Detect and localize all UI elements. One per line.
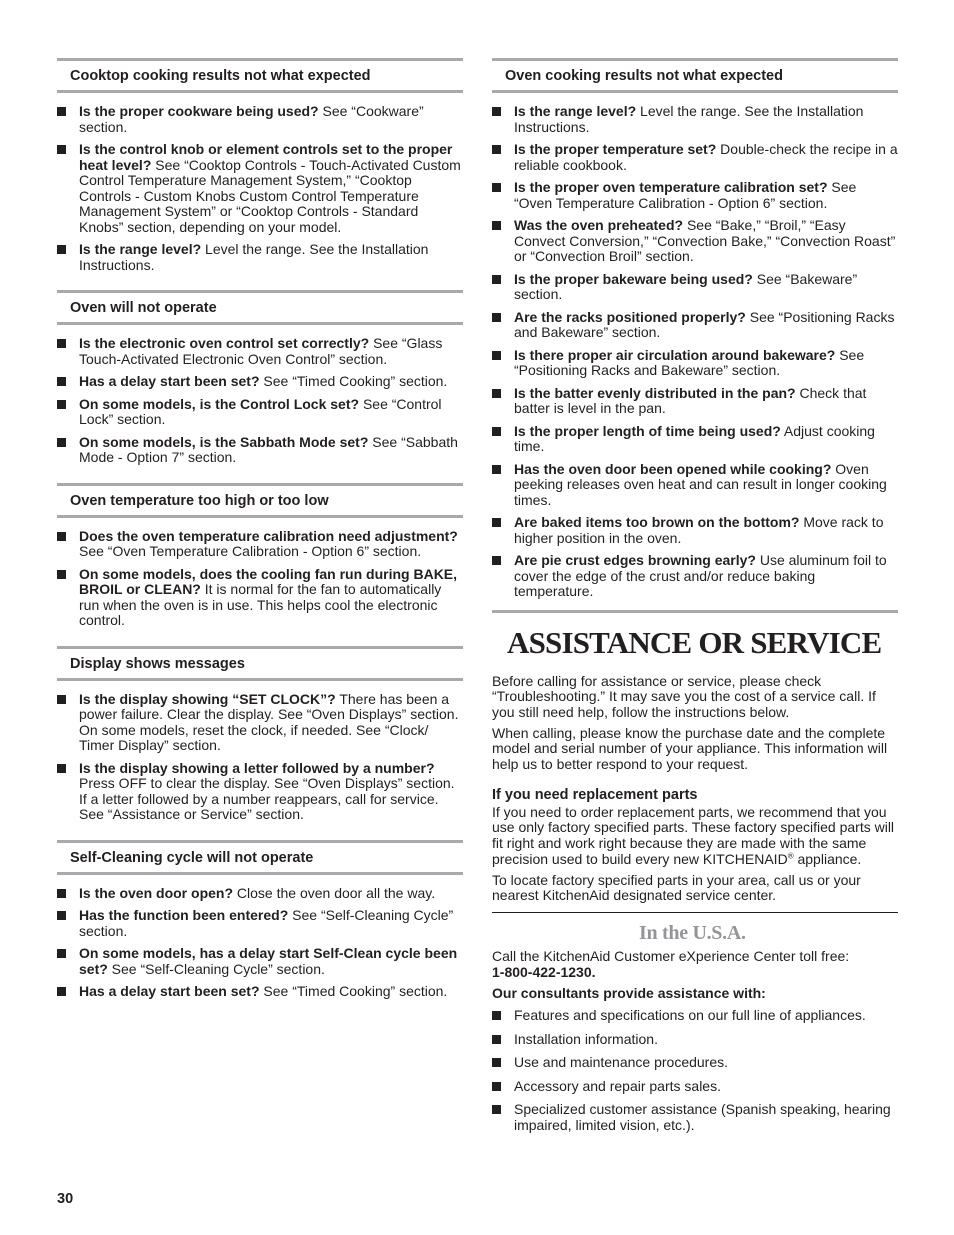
bullet-square-icon [57,400,66,409]
parts-heading: If you need replacement parts [492,786,698,803]
right-column [492,58,898,1141]
bullet-square-icon [492,518,501,527]
list-item: Has the function been entered? See “Self-Cleaning Cycle” section. [57,908,463,939]
list-item: Is the proper oven temperature calibration set? See “Oven Temperature Calibration - Option 6” section. [492,180,898,211]
bullet-square-icon [57,695,66,704]
bullet-square-icon [57,438,66,447]
bullet-list [492,1008,898,1133]
bullet-list [57,336,463,466]
bullet-square-icon [492,313,501,322]
bullet-square-icon [492,1082,501,1091]
list-item: Does the oven temperature calibration need adjustment? See “Oven Temperature Calibration - Option 6” section. [57,529,463,560]
list-item: Is the electronic oven control set correctly? See “Glass Touch-Activated Electronic Oven Control” section. [57,336,463,367]
bullet-square-icon [57,764,66,773]
bullet-list [57,886,463,1000]
bullet-square-icon [492,427,501,436]
bullet-square-icon [57,245,66,254]
bullet-list [57,529,463,629]
list-item: Are baked items too brown on the bottom? Move rack to higher position in the oven. [492,515,898,546]
intro-paragraph: Before calling for assistance or service, please check “Troubleshooting.” It may save you the cost of a service call. If you still need help, follow the instructions below. [492,672,876,720]
list-item: On some models, is the Control Lock set? See “Control Lock” section. [57,397,463,428]
bullet-list [57,104,463,273]
bullet-square-icon [492,556,501,565]
list-item: Was the oven preheated? See “Bake,” “Broil,” “Easy Convect Conversion,” “Convection Bake,” “Convection Roast” or “Convection Broil” section. [492,218,898,265]
section-heading: Oven cooking results not what expected [492,58,898,93]
list-item: Has a delay start been set? See “Timed Cooking” section. [57,984,463,1000]
parts-paragraph: If you need to order replacement parts, we recommend that you use only factory specified parts. These factory specified parts will fit right and work right because they are made with the same precision used to build every new KITCHENAID® appliance. [492,803,895,867]
bullet-square-icon [57,377,66,386]
bullet-square-icon [492,1011,501,1020]
section-heading: Oven temperature too high or too low [57,483,463,518]
usa-phone: 1-800-422-1230. [492,963,596,980]
bullet-list [57,692,463,823]
list-item: Is the display showing “SET CLOCK”? There has been a power failure. Clear the display. See “Oven Displays” section. On some models, reset the clock, if needed. See “Clock/ Timer Display” section. [57,692,463,754]
list-item: Use and maintenance procedures. [492,1055,898,1071]
list-item: Is the proper temperature set? Double-check the recipe in a reliable cookbook. [492,142,898,173]
list-item: On some models, is the Sabbath Mode set? See “Sabbath Mode - Option 7” section. [57,435,463,466]
section-heading: Cooktop cooking results not what expected [57,58,463,93]
section-heading: Display shows messages [57,646,463,681]
list-item: Are pie crust edges browning early? Use aluminum foil to cover the edge of the crust and/or reduce baking temperature. [492,553,898,600]
list-item: Is the proper bakeware being used? See “Bakeware” section. [492,272,898,303]
bullet-square-icon [492,275,501,284]
list-item: On some models, has a delay start Self-Clean cycle been set? See “Self-Cleaning Cycle” section. [57,946,463,977]
list-item: Is the range level? Level the range. See the Installation Instructions. [492,104,898,135]
bullet-square-icon [492,221,501,230]
bullet-square-icon [492,1105,501,1114]
divider [492,912,898,913]
section-divider [492,610,898,613]
list-item: Is the proper cookware being used? See “Cookware” section. [57,104,463,135]
bullet-square-icon [57,889,66,898]
bullet-square-icon [57,107,66,116]
bullet-square-icon [492,107,501,116]
list-item: Is the oven door open? Close the oven door all the way. [57,886,463,902]
section-heading: Self-Cleaning cycle will not operate [57,840,463,875]
list-item: Installation information. [492,1032,898,1048]
section-heading: Oven will not operate [57,290,463,325]
page-number: 30 [57,1191,74,1207]
bullet-square-icon [492,145,501,154]
list-item: On some models, does the cooling fan run during BAKE, BROIL or CLEAN? It is normal for the fan to automatically run when the oven is in use. This helps cool the electronic control. [57,567,463,629]
list-item: Is the control knob or element controls set to the proper heat level? See “Cooktop Controls - Touch-Activated Custom Control Temperature Management System,” “Cooktop Controls - Custom Knobs Custom Control Temperature Management System” or “Cooktop Controls - Standard Knobs” section, depending on your model. [57,142,463,235]
bullet-square-icon [57,532,66,541]
list-item: Features and specifications on our full line of appliances. [492,1008,898,1024]
bullet-square-icon [57,339,66,348]
bullet-square-icon [57,949,66,958]
bullet-square-icon [492,389,501,398]
consultants-heading: Our consultants provide assistance with: [492,985,766,1002]
list-item: Is there proper air circulation around bakeware? See “Positioning Racks and Bakeware” section. [492,348,898,379]
bullet-square-icon [57,145,66,154]
list-item: Is the display showing a letter followed by a number? Press OFF to clear the display. See “Oven Displays” section. If a letter followed by a number reappears, call for service. See “Assistance or Service” section. [57,761,463,823]
bullet-square-icon [57,911,66,920]
list-item: Is the proper length of time being used? Adjust cooking time. [492,424,898,455]
bullet-list [492,104,898,600]
bullet-square-icon [492,465,501,474]
left-column [57,58,463,1007]
list-item: Are the racks positioned properly? See “Positioning Racks and Bakeware” section. [492,310,898,341]
list-item: Has the oven door been opened while cooking? Oven peeking releases oven heat and can result in longer cooking times. [492,462,898,509]
usa-call-text: Call the KitchenAid Customer eXperience Center toll free: 1-800-422-1230. [492,947,850,980]
bullet-square-icon [57,987,66,996]
list-item: Is the batter evenly distributed in the pan? Check that batter is level in the pan. [492,386,898,417]
bullet-square-icon [492,183,501,192]
page-title: ASSISTANCE OR SERVICE [507,624,882,660]
locate-parts-paragraph: To locate factory specified parts in your area, call us or your nearest KitchenAid designated service center. [492,871,861,904]
bullet-square-icon [492,1058,501,1067]
bullet-square-icon [492,1035,501,1044]
calling-paragraph: When calling, please know the purchase date and the complete model and serial number of your appliance. This information will help us to better respond to your request. [492,724,888,773]
bullet-square-icon [57,570,66,579]
list-item: Accessory and repair parts sales. [492,1079,898,1095]
usa-heading: In the U.S.A. [639,921,746,944]
list-item: Specialized customer assistance (Spanish speaking, hearing impaired, limited vision, etc.). [492,1102,898,1133]
list-item: Is the range level? Level the range. See the Installation Instructions. [57,242,463,273]
bullet-square-icon [492,351,501,360]
list-item: Has a delay start been set? See “Timed Cooking” section. [57,374,463,390]
registered-mark: ® [787,851,794,861]
